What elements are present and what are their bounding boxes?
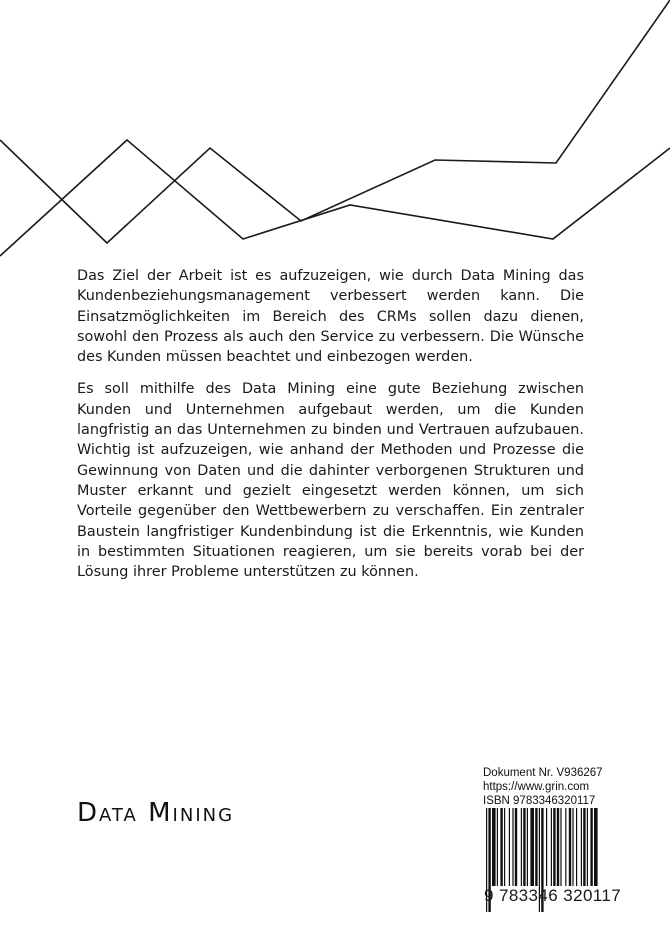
blurb-paragraph-2: Es soll mithilfe des Data Mining eine gute Beziehung zwischen Kunden und Unternehmen aufgebaut werden, um die Kunden langfristig an das Unternehmen zu binden und Vertrauen aufzubauen. Wichtig ist aufzuzeigen, wie anhand der Methoden und Prozesse die Gewinnung von Daten und die dahinter verborgenen Strukturen und Muster erkannt und gezielt eingesetzt werden können, um sich Vorteile gegenüber den Wettbewerbern zu verschaffen. Ein zentraler Baustein langfristiger Kundenbindung ist die Erkenntnis, wie Kunden in bestimmten Situationen reagieren, um sie bereits vorab bei der Lösung ihrer Probleme unterstützen zu können. <box>77 381 584 581</box>
decorative-line-1 <box>0 0 670 243</box>
barcode-bar <box>583 808 585 886</box>
barcode-bar <box>553 808 555 886</box>
barcode-bar <box>497 808 498 886</box>
publisher-url: https://www.grin.com <box>483 781 590 793</box>
barcode-bar <box>523 808 525 886</box>
barcode-bar <box>515 808 517 886</box>
document-metadata <box>483 766 603 808</box>
isbn: ISBN 9783346320117 <box>483 795 596 807</box>
document-number: Dokument Nr. V936267 <box>483 767 603 779</box>
barcode-bar <box>504 808 505 886</box>
barcode-bar <box>500 808 502 886</box>
barcode-bar <box>546 808 547 886</box>
barcode-bar <box>551 808 552 886</box>
barcode-bar <box>512 808 513 886</box>
barcode-bar <box>492 808 496 886</box>
decorative-line-2 <box>0 140 670 256</box>
barcode-bar <box>527 808 528 886</box>
barcode-digits: 9 783346 320117 <box>484 886 622 905</box>
blurb-paragraph-1: Das Ziel der Arbeit ist es aufzuzeigen, wie durch Data Mining das Kundenbeziehungsmanagement verbessert werden kann. Die Einsatzmöglichkeiten im Bereich des CRMs sollen dazu dienen, sowohl den Prozess als auch den Service zu verbessern. Die Wünsche des Kunden müssen beachtet und einbezogen werden. <box>77 268 584 366</box>
decorative-line-graphic <box>0 0 670 260</box>
barcode-bar <box>590 808 592 886</box>
barcode-bar <box>576 808 577 886</box>
barcode-bar <box>565 808 566 886</box>
barcode-bar <box>581 808 582 886</box>
barcode-bar <box>557 808 559 886</box>
barcode-bar <box>521 808 522 886</box>
barcode-bar <box>530 808 534 886</box>
barcode-bar <box>509 808 510 886</box>
brand-title: Data Mining <box>77 798 235 828</box>
barcode-bar <box>569 808 571 886</box>
barcode-bar <box>572 808 573 886</box>
cover-blurb <box>77 266 584 594</box>
barcode-bar <box>560 808 561 886</box>
barcode-bar <box>587 808 588 886</box>
barcode-bar <box>535 808 537 886</box>
barcode-bar <box>594 808 598 886</box>
